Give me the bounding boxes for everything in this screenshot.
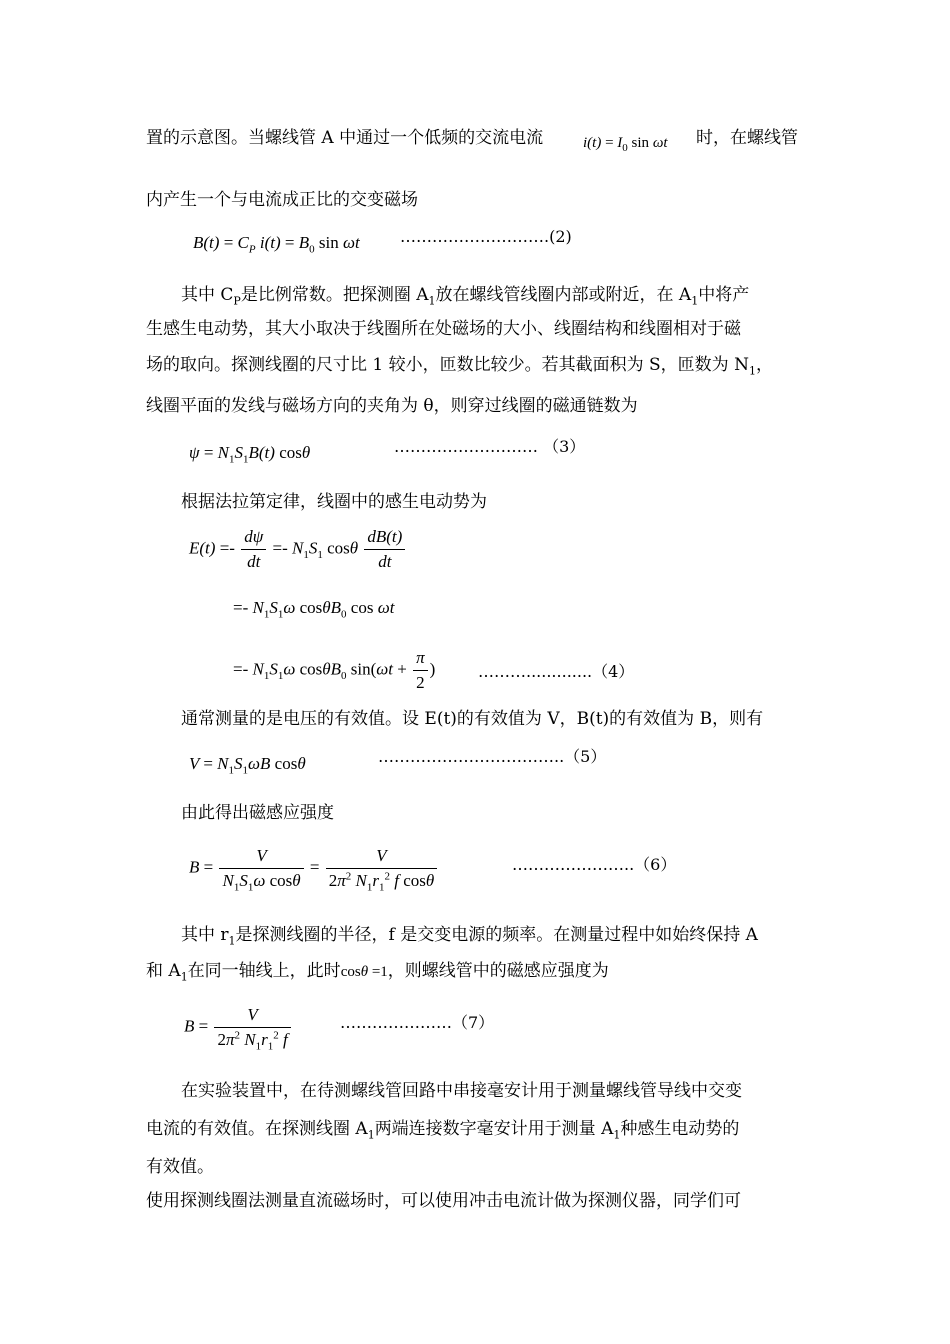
text-segment: 中将产 bbox=[698, 285, 750, 305]
text-line bbox=[146, 1190, 741, 1212]
text-segment: 是比例常数。把探测圈 A bbox=[240, 285, 429, 305]
equation-number-2: ……………………….(2) bbox=[400, 227, 572, 246]
text-line bbox=[181, 1080, 742, 1102]
equation-2: $B(t) = C_P$ $i(t) = B_0$ sin ωt bbox=[193, 233, 360, 256]
equation-7: B = $\frac{V}{2\pi^2 N_1r_1^2 f}$ bbox=[184, 1005, 293, 1050]
text-segment: 线圈平面的发线与磁场方向的夹角为 θ，则穿过线圈的磁通链数为 bbox=[146, 396, 638, 416]
text-segment: 场的取向。探测线圈的尺寸比 1 较小，匝数比较少。若其截面积为 S，匝数为 N bbox=[146, 355, 749, 375]
subscript: 1 bbox=[180, 970, 188, 984]
text-line bbox=[146, 318, 741, 340]
equation-number-7: …………………（7） bbox=[340, 1013, 495, 1032]
equation-6: B = $\frac{V}{N_1S_1\omega \cos\theta}$ = $\frac{V}{2\pi^2 N_1r_1^2 f \cos\theta}$ bbox=[189, 846, 439, 891]
equation-number-4: ……….............（4） bbox=[478, 662, 635, 681]
text-segment: 和 A bbox=[146, 961, 181, 981]
text-segment: ， bbox=[755, 355, 773, 375]
text-segment: 其中 C bbox=[181, 285, 234, 305]
text-line bbox=[146, 1156, 214, 1178]
text-segment: 内产生一个与电流成正比的交变磁场 bbox=[146, 190, 418, 210]
text-segment: 在实验装置中，在待测螺线管回路中串接毫安计用于测量螺线管导线中交变 bbox=[181, 1081, 742, 1101]
text-segment: 置的示意图。当螺线管 A 中通过一个低频的交流电流 bbox=[146, 128, 544, 148]
text-line bbox=[146, 395, 638, 417]
text-line bbox=[181, 708, 763, 730]
text-segment: ，则螺线管中的磁感应强度为 bbox=[387, 961, 609, 981]
text-line bbox=[146, 127, 543, 149]
equation-4-line-3: =- $N_1S_1\omega$ cosθB$_0$ sin(ωt + $\frac{\pi}{2}$ ) bbox=[233, 648, 436, 692]
text-line bbox=[181, 924, 758, 946]
inline-formula-current: $i(t) = I_0$ sin ωt bbox=[583, 135, 668, 154]
subscript: 1 bbox=[691, 294, 699, 308]
text-segment: 放在螺线管线圈内部或附近，在 A bbox=[435, 285, 692, 305]
text-line bbox=[696, 127, 798, 149]
text-segment: 其中 r bbox=[181, 925, 229, 945]
text-segment: 两端连接数字毫安计用于测量 A bbox=[374, 1119, 614, 1139]
equation-4-line-1: E(t) =- $\frac{d\psi}{dt}$ =- $N_1S_1$ cosθ $\frac{dB(t)}{dt}$ bbox=[189, 527, 407, 572]
text-segment: 是探测线圈的半径，f 是交变电源的频率。在测量过程中如始终保持 A bbox=[235, 925, 758, 945]
text-segment: 由此得出磁感应强度 bbox=[181, 803, 334, 823]
text-line bbox=[146, 960, 609, 983]
text-segment: 电流的有效值。在探测线圈 A bbox=[146, 1119, 368, 1139]
text-segment: 种感生电动势的 bbox=[620, 1119, 740, 1139]
inline-formula-cos: cosθ =1 bbox=[340, 964, 388, 980]
text-segment: 使用探测线圈法测量直流磁场时，可以使用冲击电流计做为探测仪器，同学们可 bbox=[146, 1191, 741, 1211]
subscript: 1 bbox=[428, 294, 436, 308]
equation-4-line-2: =- $N_1S_1\omega$ cosθB$_0$ cos ωt bbox=[233, 598, 395, 621]
text-line bbox=[146, 1118, 739, 1140]
equation-5: $V = N_1S_1\omega B$ cosθ bbox=[189, 754, 306, 777]
text-segment: 通常测量的是电压的有效值。设 E(t)的有效值为 V，B(t)的有效值为 B，则有 bbox=[181, 709, 764, 729]
text-segment: 有效值。 bbox=[146, 1157, 214, 1177]
text-line bbox=[181, 802, 334, 824]
text-line bbox=[146, 189, 418, 211]
subscript: 1 bbox=[613, 1128, 621, 1142]
text-segment: 在同一轴线上，此时 bbox=[187, 961, 341, 981]
text-segment: 生感生电动势，其大小取决于线圈所在处磁场的大小、线圈结构和线圈相对于磁 bbox=[146, 319, 741, 339]
subscript: 1 bbox=[228, 934, 236, 948]
text-line bbox=[146, 354, 773, 376]
equation-number-6: …………………..（6） bbox=[512, 855, 677, 874]
subscript: P bbox=[233, 294, 241, 308]
equation-number-3: ……………………… （3） bbox=[394, 437, 586, 456]
text-line bbox=[181, 491, 487, 513]
text-segment: 根据法拉第定律，线圈中的感生电动势为 bbox=[181, 492, 487, 512]
text-segment: 时，在螺线管 bbox=[696, 128, 798, 148]
subscript: 1 bbox=[367, 1128, 375, 1142]
text-line bbox=[181, 284, 749, 306]
subscript: 1 bbox=[748, 364, 756, 378]
equation-number-5: ……………………………..（5） bbox=[378, 747, 607, 766]
equation-3: $\psi = N_1S_1B(t)$ cosθ bbox=[189, 443, 311, 466]
